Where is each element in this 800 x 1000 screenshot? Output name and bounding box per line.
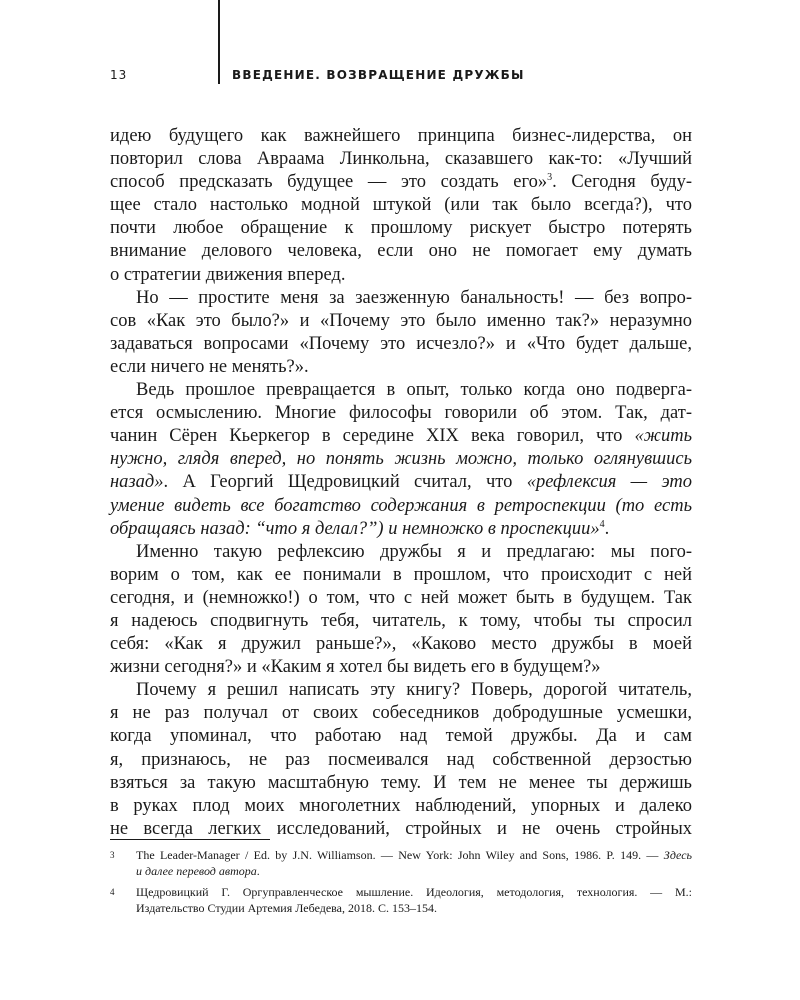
text-line: ворим о том, как ее понимали в прошлом, что происходит с ней — [110, 564, 692, 585]
italic-quote: нужно, глядя вперед, но понять жизнь можно, только оглянувшись — [110, 449, 692, 470]
text-line: задаваться вопросами «Почему это исчезло?» и «Что будет дальше, — [110, 333, 692, 354]
footnote-line: Издательство Студии Артемия Лебедева, 2018. С. 153–154. — [136, 901, 438, 915]
text-line: сегодня, и (немножко!) о том, что с ней может быть в будущем. Так — [110, 587, 692, 608]
running-head: ВВЕДЕНИЕ. ВОЗВРАЩЕНИЕ ДРУЖБЫ — [232, 68, 525, 82]
text-line: не всегда легких исследований, стройных и не очень стройных — [110, 818, 692, 839]
text-run: . А Георгий Щедровицкий считал, что — [163, 472, 527, 493]
text-line: сов «Как это было?» и «Почему это было именно так?» неразумно — [110, 310, 692, 331]
text-line: если ничего не менять?». — [110, 356, 309, 377]
paragraph-first-line: Но — простите меня за заезженную банальность! — без вопро- — [136, 287, 692, 308]
text-line: я надеюсь сподвигнуть тебя, читатель, к тому, чтобы ты спросил — [110, 610, 692, 631]
text-line — [110, 425, 692, 448]
footnote-line — [136, 847, 692, 863]
text-line: взяться за такую масштабную тему. И тем не менее ты держишь — [110, 772, 692, 793]
footnote-text: . — [256, 864, 260, 878]
footnote-line: Щедровицкий Г. Оргуправленческое мышление. Идеология, методология, технология. — М.: — [136, 885, 692, 899]
footnote-3 — [110, 847, 692, 879]
page-number: 13 — [110, 68, 128, 82]
text-line: щее стало настолько модной штукой (или так было всегда?), что — [110, 195, 692, 216]
text-run: способ предсказать будущее — это создать его» — [110, 172, 548, 193]
footnote-line — [136, 863, 692, 879]
text-line: я не раз получал от своих собеседников добродушные усмешки, — [110, 703, 692, 724]
text-line: когда упоминал, что работаю над темой дружбы. Да и сам — [110, 726, 692, 747]
italic-quote: назад» — [110, 472, 164, 493]
text-line: повторил слова Авраама Линкольна, сказавшего как-то: «Лучший — [110, 149, 692, 170]
italic-quote: «жить — [634, 426, 692, 447]
header-vertical-rule — [218, 0, 220, 84]
text-line — [110, 518, 692, 541]
italic-quote: обращаясь назад: “что я делал?”) и немножко в проспекции» — [110, 518, 600, 539]
footnote-ref-3[interactable]: 3 — [547, 172, 553, 184]
text-line: себя: «Как я дружил раньше?», «Каково место дружбы в моей — [110, 634, 692, 655]
italic-quote: умение видеть все богатство содержания в ретроспекции (то есть — [110, 495, 692, 516]
text-line: почти любое обращение к прошлому рискует быстро потерять — [110, 218, 692, 239]
footnote-italic: Здесь — [663, 848, 692, 862]
italic-quote: «рефлексия — это — [526, 472, 692, 493]
text-line: в руках плод моих многолетних наблюдений, упорных и далеко — [110, 795, 692, 816]
footnote-italic: и далее перевод автора — [136, 864, 257, 878]
text-line: я, признаюсь, не раз посмеивался над собственной дерзостью — [110, 749, 692, 770]
text-run: чанин Сёрен Кьеркегор в середине XIX века говорил, что — [110, 426, 635, 447]
text-line — [110, 495, 692, 518]
text-run: . — [604, 518, 610, 539]
footnote-4 — [110, 884, 692, 916]
paragraph-first-line: Почему я решил написать эту книгу? Поверь, дорогой читатель, — [136, 680, 692, 701]
paragraph-first-line: Именно такую рефлексию дружбы я и предлагаю: мы пого- — [136, 541, 692, 562]
body-text — [110, 125, 692, 841]
text-line: внимание делового человека, если оно не помогает ему думать — [110, 241, 692, 262]
footnote-ref-4[interactable]: 4 — [599, 518, 605, 530]
text-line — [110, 448, 692, 471]
text-line: ется осмыслению. Многие философы говорили об этом. Так, дат- — [110, 403, 692, 424]
paragraph-first-line: Ведь прошлое превращается в опыт, только когда оно подверга- — [136, 380, 692, 401]
text-line: идею будущего как важнейшего принципа бизнес-лидерства, он — [110, 126, 692, 146]
text-line — [110, 471, 692, 494]
footnotes — [110, 847, 692, 921]
footnote-text: The Leader-Manager / Ed. by J.N. Williamson. — New York: John Wiley and Sons, 1986. P. 149. — — [136, 848, 664, 862]
text-line — [110, 171, 692, 194]
text-line: жизни сегодня?» и «Каким я хотел бы видеть его в будущем?» — [110, 657, 601, 678]
footnote-separator — [110, 839, 270, 840]
text-run: . Сегодня буду- — [552, 172, 693, 193]
footnote-number: 4 — [110, 887, 115, 897]
text-line: о стратегии движения вперед. — [110, 264, 346, 285]
footnote-number: 3 — [110, 850, 115, 860]
